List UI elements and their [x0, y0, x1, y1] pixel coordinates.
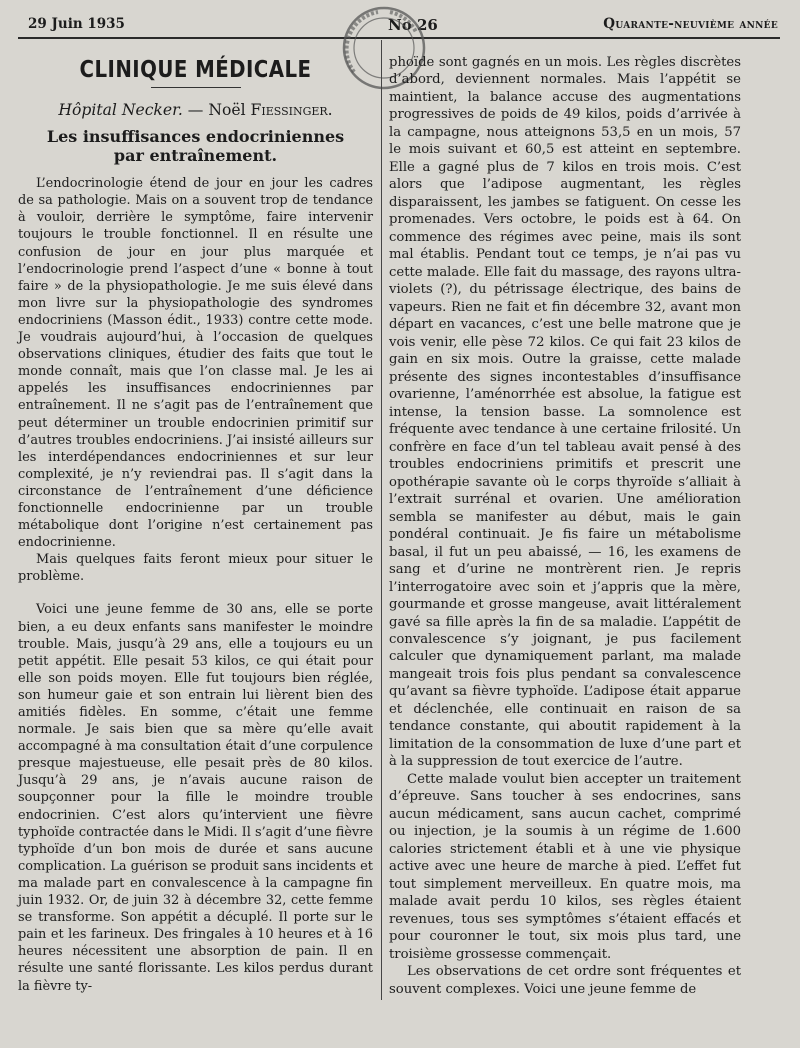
right-column — [389, 54, 741, 998]
column-divider — [381, 40, 382, 1000]
article-title — [18, 127, 373, 165]
title-rule — [151, 87, 241, 88]
issue-number: No 26 — [388, 16, 438, 34]
left-column — [18, 50, 373, 995]
article-title-line1: Les insuffisances endocriniennes — [46, 127, 345, 147]
paragraph: Les observations de cet ordre sont fréquentes et souvent complexes. Voici une jeune femme de — [389, 964, 741, 997]
paragraph: Mais quelques faits feront mieux pour situer le problème. — [18, 552, 373, 585]
author-name: Fiessinger. — [250, 101, 333, 120]
paragraph: L’endocrinologie étend de jour en jour les cadres de sa pathologie. Mais on a souvent trop de tendance à vouloir, derrière le symptôme, faire intervenir toujours le trouble fonctionnel. Il en résulte une confusion de jour en jour plus marquée et l’endocrinologie prend l’aspect d’une « bonne à tout faire » de la physiopathologie. Je me suis élevé dans mon livre sur la physiopathologie des syndromes endocriniens (Masson édit., 1933) contre cette mode. Je voudrais aujourd’hui, à l’occasion de quelques observations cliniques, étudier des faits que tout le monde connaît, mais que l’on classe mal. Je les ai appelés les insuffisances endocriniennes par entraînement. Il ne s’agit pas de l’entraînement que peut déterminer un trouble endocrinien primitif sur d’autres troubles endocriniens. J’ai insisté ailleurs sur les interdépendances endocriniennes et sur leur complexité, je n’y reviendrai pas. Il s’agit dans la circonstance de l’entraînement d’une déficience fonctionnelle endocrinienne par un trouble métabolique dont l’origine n’est certainement pas endocrinienne. — [18, 176, 373, 551]
paragraph: Voici une jeune femme de 30 ans, elle se porte bien, a eu deux enfants sans manifester le moindre trouble. Mais, jusqu’à 29 ans, elle a toujours eu un petit appétit. Elle pesait 53 kilos, ce qui était pour elle son poids moyen. Elle fut toujours bien réglée, son humeur gaie et son entrain lui lièrent bien des amitiés fidèles. En somme, c’était une femme normale. Je sais bien que sa mère qu’elle avait accompagné à ma consultation était d’une corpulence presque majestueuse, elle pesait près de 80 kilos. Jusqu’à 29 ans, je n’avais aucune raison de soupçonner pour la fille le moindre trouble endocrinien. C’est alors qu’intervient une fièvre typhoïde contractée dans le Midi. Il s’agit d’une fièvre typhoïde d’un bon mois de durée et sans aucune complication. La guérison se produit sans incidents et ma malade part en convalescence à la campagne fin juin 1932. Or, de juin 32 à décembre 32, cette femme se transforme. Son appétit a décuplé. Il porte sur le pain et les farineux. Des fringales à 10 heures et à 16 heures nécessitent une absorption de pain. Il en résulte une santé florissante. Les kilos perdus durant la fièvre ty- — [18, 602, 373, 994]
paragraph-gap — [18, 585, 373, 601]
section-title: CLINIQUE MÉDICALE — [79, 57, 312, 83]
issue-year: Quarante-neuvième année — [603, 16, 778, 32]
paragraph: Cette malade voulut bien accepter un traitement d’épreuve. Sans toucher à ses endocrines, sans aucun médicament, sans aucun cachet, comprimé ou injection, je la soumis à un régime de 1.600 calories strictement établi et à une vie physique active avec une heure de marche à pied. L’effet fut tout simplement merveilleux. En quatre mois, ma malade avait perdu 10 kilos, ses règles étaient revenues, tous ses symptômes s’étaient effacés et pour couronner le tout, six mois plus tard, une troisième grossesse commençait. — [389, 771, 741, 962]
byline — [18, 102, 373, 119]
byline-dash: — Noël — [182, 101, 251, 120]
issue-date: 29 Juin 1935 — [28, 16, 125, 32]
article-title-line2: par entraînement. — [113, 146, 278, 166]
paragraph: phoïde sont gagnés en un mois. Les règles discrètes d’abord, deviennent normales. Mais l’appétit se maintient, la balance accuse des augmentations progressives de poids de 49 kilos, poids d’arrivée à la campagne, nous atteignons 53,5 en un mois, 57 le mois suivant et 60,5 est atteint en septembre. Elle a gagné plus de 7 kilos en trois mois. C’est alors que l’adipose augmentant, les règles disparaissent, les jambes se fatiguent. On cesse les promenades. Vers octobre, le poids est à 64. On commence des régimes avec peine, mais ils sont mal établis. Pendant tout ce temps, je n’ai pas vu cette malade. Elle fait du massage, des rayons ultra-violets (?), du pétrissage électrique, des bains de vapeurs. Rien ne fait et fin décembre 32, avant mon départ en vacances, c’est une belle matrone que je vois venir, elle pèse 72 kilos. Ce qui fait 23 kilos de gain en six mois. Outre la graisse, cette malade présente des signes incontestables d’insuffisance ovarienne, l’aménorrhée est absolue, la fatigue est intense, la tension basse. La somnolence est fréquente avec tendance à une certaine frilosité. Un confrère en face d’un tel tableau avait pensé à des troubles endocriniens primitifs et prescrit une opothérapie savante où le corps thyroïde s’alliait à l’extrait surrénal et ovarien. Une amélioration sembla se manifester au début, mais le gain pondéral continuait. Je fis faire un métabolisme basal, il fut un peu abaissé, — 16, les examens de sang et d’urine ne montrèrent rien. Je repris l’interrogatoire avec soin et j’appris que la mère, gourmande et grosse mangeuse, avait littéralement gavé sa fille après la fin de sa maladie. L’appétit de convalescence s’y joignant, je pus facilement calculer que dynamiquement parlant, ma malade mangeait trois fois plus pendant sa convalescence qu’avant sa fièvre typhoïde. L’adipose était apparue et déclenchée, elle continuait en raison de sa tendance constante, qui aboutit rapidement à la limitation de la consommation de luxe d’une part et à la suppression de tout exercice de l’autre. — [389, 55, 741, 770]
hospital-name: Hôpital Necker. — [58, 101, 183, 120]
